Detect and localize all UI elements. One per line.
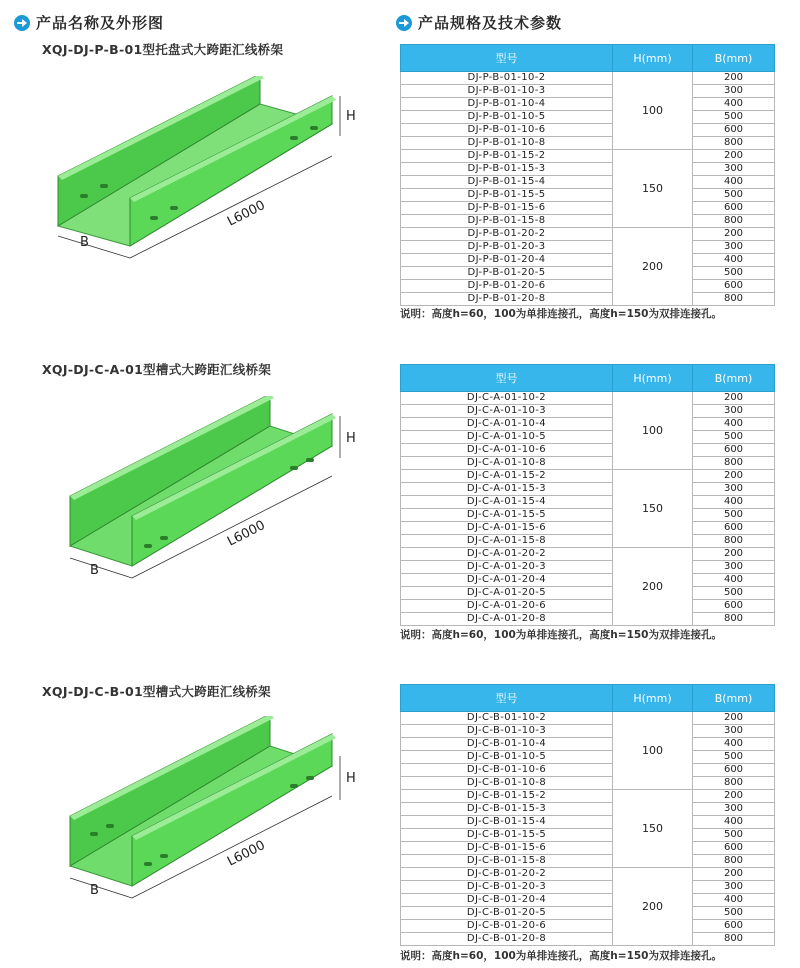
table-row — [401, 470, 775, 483]
table-row — [401, 254, 775, 267]
tray-figure — [40, 396, 370, 616]
table-row — [401, 574, 775, 587]
header-h: H(mm) — [613, 685, 693, 712]
table-row — [401, 280, 775, 293]
width-cell: 300 — [693, 405, 775, 418]
table-row — [401, 764, 775, 777]
model-cell: DJ-P-B-01-15-8 — [401, 215, 613, 228]
width-cell: 400 — [693, 738, 775, 751]
tray-figure — [40, 76, 370, 296]
model-cell: DJ-C-B-01-10-4 — [401, 738, 613, 751]
width-cell: 800 — [693, 137, 775, 150]
table-row — [401, 816, 775, 829]
model-cell: DJ-P-B-01-10-6 — [401, 124, 613, 137]
model-cell: DJ-P-B-01-15-4 — [401, 176, 613, 189]
model-cell: DJ-C-A-01-10-6 — [401, 444, 613, 457]
tray-drawing — [40, 716, 370, 936]
arrow-circle-icon — [396, 15, 412, 31]
model-cell: DJ-P-B-01-20-3 — [401, 241, 613, 254]
dim-l-label: L6000 — [225, 517, 268, 550]
table-row — [401, 613, 775, 626]
table-row — [401, 894, 775, 907]
model-cell: DJ-C-B-01-15-5 — [401, 829, 613, 842]
header-model: 型号 — [401, 45, 613, 72]
heading-text: 产品规格及技术参数 — [418, 14, 563, 32]
width-cell: 800 — [693, 293, 775, 306]
model-cell: DJ-C-B-01-10-2 — [401, 712, 613, 725]
spec-table — [400, 364, 775, 626]
model-cell: DJ-C-A-01-10-5 — [401, 431, 613, 444]
model-cell: DJ-P-B-01-20-6 — [401, 280, 613, 293]
model-cell: DJ-C-B-01-20-4 — [401, 894, 613, 907]
width-cell: 600 — [693, 280, 775, 293]
table-row — [401, 111, 775, 124]
model-cell: DJ-C-A-01-10-8 — [401, 457, 613, 470]
model-cell: DJ-P-B-01-20-4 — [401, 254, 613, 267]
width-cell: 200 — [693, 392, 775, 405]
heading-text: 产品名称及外形图 — [36, 14, 165, 32]
width-cell: 200 — [693, 790, 775, 803]
table-row — [401, 535, 775, 548]
table-row — [401, 483, 775, 496]
table-row — [401, 189, 775, 202]
table-row — [401, 920, 775, 933]
header-b: B(mm) — [693, 45, 775, 72]
table-row — [401, 587, 775, 600]
table-row — [401, 496, 775, 509]
table-row — [401, 829, 775, 842]
width-cell: 400 — [693, 496, 775, 509]
model-cell: DJ-P-B-01-20-5 — [401, 267, 613, 280]
model-cell: DJ-C-A-01-20-2 — [401, 548, 613, 561]
model-cell: DJ-C-A-01-10-4 — [401, 418, 613, 431]
table-row — [401, 405, 775, 418]
table-row — [401, 790, 775, 803]
height-cell: 100 — [613, 72, 693, 150]
table-row — [401, 522, 775, 535]
spec-table — [400, 684, 775, 946]
width-cell: 300 — [693, 163, 775, 176]
width-cell: 400 — [693, 176, 775, 189]
width-cell: 800 — [693, 855, 775, 868]
table-row — [401, 392, 775, 405]
model-title: XQJ-DJ-P-B-01型托盘式大跨距汇线桥架 — [42, 42, 284, 57]
table-row — [401, 163, 775, 176]
width-cell: 600 — [693, 842, 775, 855]
header-h: H(mm) — [613, 365, 693, 392]
width-cell: 600 — [693, 444, 775, 457]
model-cell: DJ-C-A-01-10-2 — [401, 392, 613, 405]
note: 说明：高度h=60，100为单排连接孔，高度h=150为双排连接孔。 — [400, 308, 722, 320]
table-row — [401, 137, 775, 150]
model-cell: DJ-C-A-01-15-3 — [401, 483, 613, 496]
width-cell: 200 — [693, 72, 775, 85]
width-cell: 600 — [693, 764, 775, 777]
table-row — [401, 907, 775, 920]
height-cell: 200 — [613, 548, 693, 626]
header-h: H(mm) — [613, 45, 693, 72]
table-row — [401, 855, 775, 868]
width-cell: 300 — [693, 85, 775, 98]
width-cell: 600 — [693, 124, 775, 137]
table-row — [401, 457, 775, 470]
width-cell: 500 — [693, 267, 775, 280]
width-cell: 400 — [693, 98, 775, 111]
model-cell: DJ-P-B-01-15-3 — [401, 163, 613, 176]
width-cell: 800 — [693, 613, 775, 626]
table-row — [401, 738, 775, 751]
table-row — [401, 561, 775, 574]
table-row — [401, 868, 775, 881]
height-cell: 150 — [613, 150, 693, 228]
model-cell: DJ-C-B-01-20-3 — [401, 881, 613, 894]
width-cell: 300 — [693, 483, 775, 496]
table-row — [401, 202, 775, 215]
model-cell: DJ-C-A-01-10-3 — [401, 405, 613, 418]
model-cell: DJ-C-A-01-20-3 — [401, 561, 613, 574]
model-cell: DJ-P-B-01-20-2 — [401, 228, 613, 241]
table-row — [401, 751, 775, 764]
model-cell: DJ-C-B-01-15-4 — [401, 816, 613, 829]
height-cell: 150 — [613, 470, 693, 548]
model-cell: DJ-P-B-01-15-6 — [401, 202, 613, 215]
width-cell: 300 — [693, 561, 775, 574]
table-row — [401, 124, 775, 137]
table-row — [401, 293, 775, 306]
width-cell: 500 — [693, 431, 775, 444]
width-cell: 800 — [693, 457, 775, 470]
table-row — [401, 777, 775, 790]
width-cell: 200 — [693, 228, 775, 241]
model-cell: DJ-C-B-01-20-6 — [401, 920, 613, 933]
dim-h-label: H — [346, 109, 356, 124]
width-cell: 400 — [693, 574, 775, 587]
header-b: B(mm) — [693, 685, 775, 712]
spec-body — [401, 712, 775, 946]
section-heading-name — [14, 12, 164, 33]
model-cell: DJ-P-B-01-10-2 — [401, 72, 613, 85]
tray-figure — [40, 716, 370, 936]
height-cell: 150 — [613, 790, 693, 868]
table-row — [401, 150, 775, 163]
table-row — [401, 803, 775, 816]
width-cell: 600 — [693, 920, 775, 933]
width-cell: 200 — [693, 712, 775, 725]
model-cell: DJ-C-B-01-10-3 — [401, 725, 613, 738]
dim-l-label: L6000 — [225, 837, 268, 870]
width-cell: 400 — [693, 894, 775, 907]
width-cell: 500 — [693, 829, 775, 842]
dim-h-label: H — [346, 431, 356, 446]
tray-drawing — [40, 76, 370, 296]
model-cell: DJ-C-B-01-10-8 — [401, 777, 613, 790]
height-cell: 200 — [613, 868, 693, 946]
table-row — [401, 241, 775, 254]
table-row — [401, 712, 775, 725]
table-row — [401, 842, 775, 855]
table-row — [401, 444, 775, 457]
header-model: 型号 — [401, 365, 613, 392]
height-cell: 100 — [613, 392, 693, 470]
model-cell: DJ-P-B-01-10-4 — [401, 98, 613, 111]
width-cell: 400 — [693, 816, 775, 829]
width-cell: 500 — [693, 587, 775, 600]
table-row — [401, 228, 775, 241]
width-cell: 400 — [693, 254, 775, 267]
table-row — [401, 85, 775, 98]
width-cell: 200 — [693, 868, 775, 881]
model-cell: DJ-C-A-01-15-5 — [401, 509, 613, 522]
model-cell: DJ-C-B-01-20-5 — [401, 907, 613, 920]
model-cell: DJ-C-B-01-15-3 — [401, 803, 613, 816]
width-cell: 300 — [693, 803, 775, 816]
header-b: B(mm) — [693, 365, 775, 392]
width-cell: 500 — [693, 751, 775, 764]
model-cell: DJ-C-A-01-15-6 — [401, 522, 613, 535]
note: 说明：高度h=60，100为单排连接孔，高度h=150为双排连接孔。 — [400, 950, 722, 962]
width-cell: 800 — [693, 215, 775, 228]
dim-l-label: L6000 — [225, 197, 268, 230]
width-cell: 500 — [693, 907, 775, 920]
dim-h-label: H — [346, 771, 356, 786]
width-cell: 500 — [693, 189, 775, 202]
width-cell: 800 — [693, 535, 775, 548]
model-cell: DJ-P-B-01-15-2 — [401, 150, 613, 163]
table-row — [401, 933, 775, 946]
section-heading-spec — [396, 12, 562, 33]
table-row — [401, 600, 775, 613]
width-cell: 200 — [693, 470, 775, 483]
width-cell: 800 — [693, 933, 775, 946]
model-cell: DJ-C-B-01-10-6 — [401, 764, 613, 777]
table-row — [401, 72, 775, 85]
model-cell: DJ-C-A-01-15-2 — [401, 470, 613, 483]
model-cell: DJ-C-B-01-20-2 — [401, 868, 613, 881]
width-cell: 300 — [693, 241, 775, 254]
model-cell: DJ-C-A-01-20-6 — [401, 600, 613, 613]
model-cell: DJ-C-B-01-20-8 — [401, 933, 613, 946]
model-title: XQJ-DJ-C-B-01型槽式大跨距汇线桥架 — [42, 684, 271, 699]
model-cell: DJ-C-A-01-15-8 — [401, 535, 613, 548]
table-row — [401, 509, 775, 522]
width-cell: 300 — [693, 725, 775, 738]
width-cell: 200 — [693, 150, 775, 163]
model-cell: DJ-C-B-01-15-6 — [401, 842, 613, 855]
model-cell: DJ-C-A-01-15-4 — [401, 496, 613, 509]
model-title: XQJ-DJ-C-A-01型槽式大跨距汇线桥架 — [42, 362, 272, 377]
model-cell: DJ-C-A-01-20-5 — [401, 587, 613, 600]
table-row — [401, 98, 775, 111]
height-cell: 100 — [613, 712, 693, 790]
arrow-circle-icon — [14, 15, 30, 31]
model-cell: DJ-C-B-01-10-5 — [401, 751, 613, 764]
model-cell: DJ-C-A-01-20-8 — [401, 613, 613, 626]
table-row — [401, 418, 775, 431]
height-cell: 200 — [613, 228, 693, 306]
spec-body — [401, 392, 775, 626]
table-row — [401, 548, 775, 561]
width-cell: 500 — [693, 111, 775, 124]
table-row — [401, 881, 775, 894]
model-cell: DJ-C-B-01-15-8 — [401, 855, 613, 868]
dim-b-label: B — [80, 235, 89, 250]
dim-b-label: B — [90, 563, 99, 578]
model-cell: DJ-P-B-01-20-8 — [401, 293, 613, 306]
note: 说明：高度h=60，100为单排连接孔，高度h=150为双排连接孔。 — [400, 629, 722, 641]
tray-drawing — [40, 396, 370, 616]
width-cell: 300 — [693, 881, 775, 894]
table-row — [401, 267, 775, 280]
table-row — [401, 725, 775, 738]
model-cell: DJ-P-B-01-10-5 — [401, 111, 613, 124]
header-model: 型号 — [401, 685, 613, 712]
width-cell: 600 — [693, 600, 775, 613]
model-cell: DJ-P-B-01-10-3 — [401, 85, 613, 98]
width-cell: 600 — [693, 522, 775, 535]
model-cell: DJ-C-A-01-20-4 — [401, 574, 613, 587]
width-cell: 400 — [693, 418, 775, 431]
model-cell: DJ-P-B-01-15-5 — [401, 189, 613, 202]
table-row — [401, 176, 775, 189]
model-cell: DJ-C-B-01-15-2 — [401, 790, 613, 803]
width-cell: 200 — [693, 548, 775, 561]
width-cell: 500 — [693, 509, 775, 522]
spec-body — [401, 72, 775, 306]
spec-table — [400, 44, 775, 306]
model-cell: DJ-P-B-01-10-8 — [401, 137, 613, 150]
dim-b-label: B — [90, 883, 99, 898]
width-cell: 600 — [693, 202, 775, 215]
width-cell: 800 — [693, 777, 775, 790]
table-row — [401, 215, 775, 228]
table-row — [401, 431, 775, 444]
